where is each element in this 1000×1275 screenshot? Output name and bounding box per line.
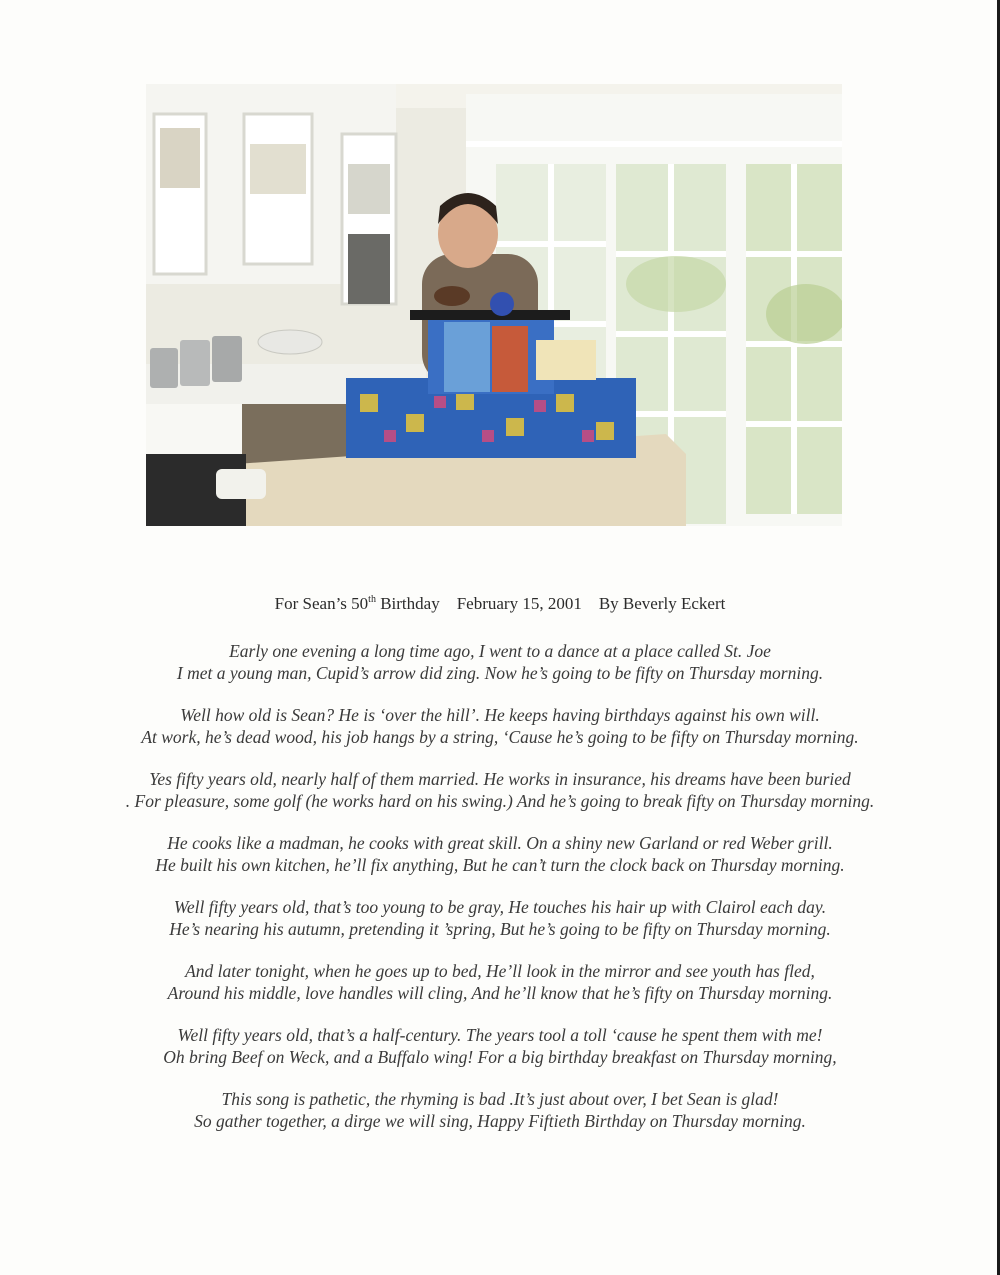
poem-line: He cooks like a madman, he cooks with great skill. On a shiny new Garland or red Weber grill. bbox=[167, 833, 833, 853]
poem-title bbox=[0, 594, 1000, 614]
poem-line: He’s nearing his autumn, pretending it ’spring, But he’s going to be fifty on Thursday morning. bbox=[169, 919, 831, 939]
stanza bbox=[0, 832, 1000, 876]
stanza bbox=[0, 640, 1000, 684]
stanza bbox=[0, 1024, 1000, 1068]
poem-line: So gather together, a dirge we will sing, Happy Fiftieth Birthday on Thursday morning. bbox=[194, 1111, 806, 1131]
poem-line: Well how old is Sean? He is ‘over the hill’. He keeps having birthdays against his own will. bbox=[180, 705, 820, 725]
birthday-photo bbox=[146, 84, 842, 526]
title-superscript: th bbox=[368, 594, 376, 605]
poem-line: And later tonight, when he goes up to bed, He’ll look in the mirror and see youth has fled, bbox=[185, 961, 815, 981]
poem bbox=[0, 640, 1000, 1152]
poem-line: This song is pathetic, the rhyming is bad .It’s just about over, I bet Sean is glad! bbox=[221, 1089, 779, 1109]
title-suffix: Birthday February 15, 2001 By Beverly Eckert bbox=[375, 594, 726, 613]
poem-line: Yes fifty years old, nearly half of them married. He works in insurance, his dreams have been buried bbox=[149, 769, 851, 789]
poem-line: Oh bring Beef on Weck, and a Buffalo wing! For a big birthday breakfast on Thursday morning, bbox=[163, 1047, 837, 1067]
stanza bbox=[0, 704, 1000, 748]
poem-line: He built his own kitchen, he’ll fix anything, But he can’t turn the clock back on Thursday morning. bbox=[155, 855, 845, 875]
poem-line: At work, he’s dead wood, his job hangs by a string, ‘Cause he’s going to be fifty on Thursday morning. bbox=[141, 727, 859, 747]
poem-line: I met a young man, Cupid’s arrow did zing. Now he’s going to be fifty on Thursday morning. bbox=[176, 663, 824, 683]
title-prefix: For Sean’s 50 bbox=[274, 594, 369, 613]
stanza bbox=[0, 768, 1000, 812]
stanza bbox=[0, 1088, 1000, 1132]
poem-line: Early one evening a long time ago, I went to a dance at a place called St. Joe bbox=[229, 641, 771, 661]
stanza bbox=[0, 896, 1000, 940]
poem-line: . For pleasure, some golf (he works hard on his swing.) And he’s going to break fifty on Thursday morning. bbox=[125, 791, 875, 811]
poem-line: Around his middle, love handles will cling, And he’ll know that he’s fifty on Thursday morning. bbox=[167, 983, 833, 1003]
poem-line: Well fifty years old, that’s too young to be gray, He touches his hair up with Clairol each day. bbox=[173, 897, 827, 917]
stanza bbox=[0, 960, 1000, 1004]
poem-line: Well fifty years old, that’s a half-century. The years tool a toll ‘cause he spent them with me! bbox=[177, 1025, 823, 1045]
